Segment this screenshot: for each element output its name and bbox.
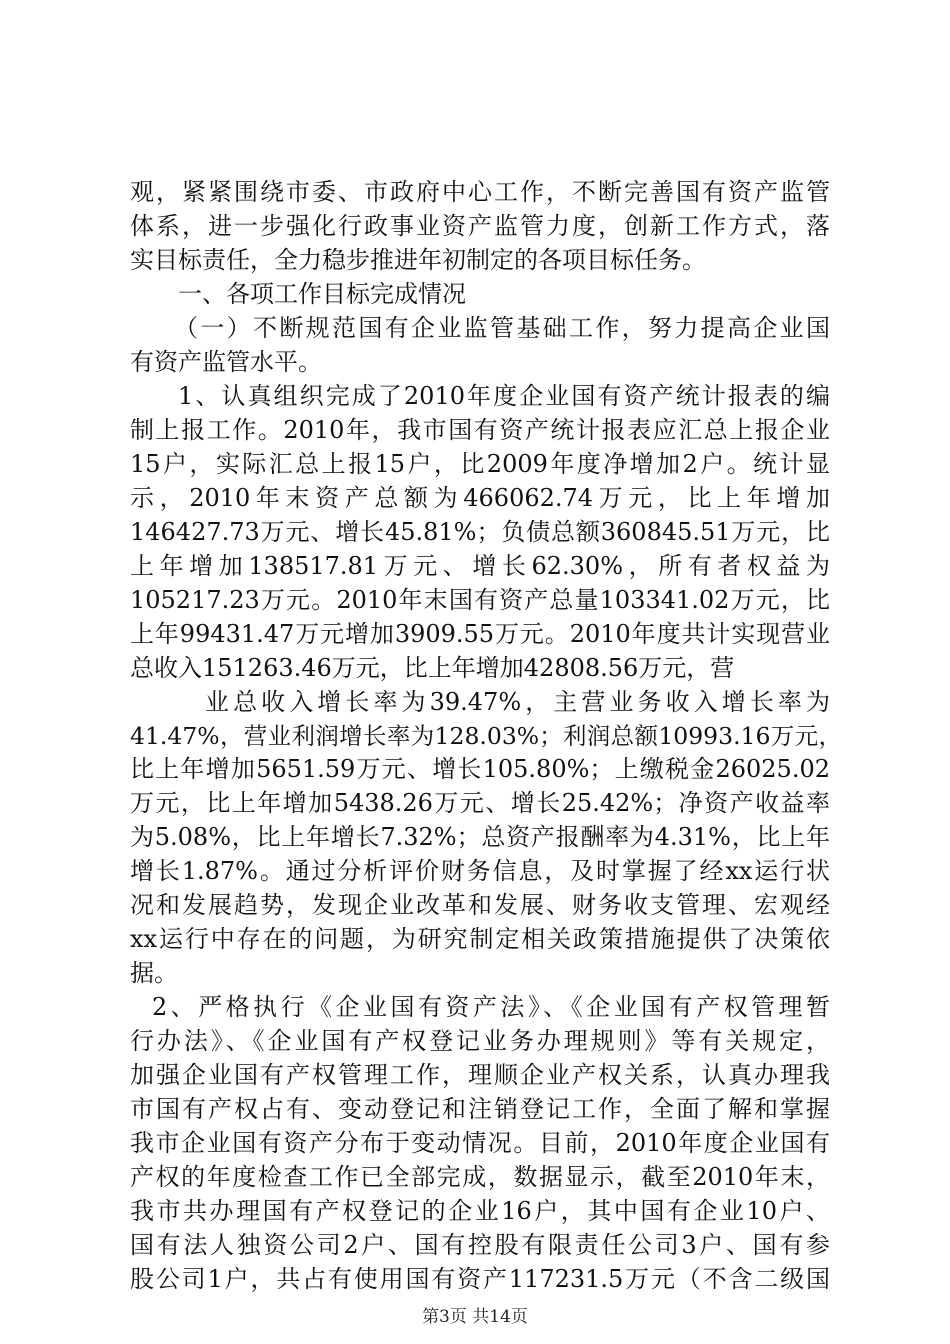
body-text-line: 示，2010年末资产总额为466062.74万元，比上年增加 <box>130 484 830 512</box>
body-text-line: 总收入151263.46万元，比上年增加42808.56万元，营 <box>130 654 735 682</box>
body-text-line: 加强企业国有产权管理工作，理顺企业产权关系，认真办理我 <box>130 1061 830 1089</box>
body-text-line: 万元，比上年增加5438.26万元、增长25.42%；净资产收益率 <box>130 789 830 817</box>
body-text-line: 实目标责任，全力稳步推进年初制定的各项目标任务。 <box>130 246 706 274</box>
body-text-line: 2、严格执行《企业国有资产法》、《企业国有产权管理暂 <box>152 993 830 1021</box>
section-heading: 一、各项工作目标完成情况 <box>178 280 466 308</box>
body-text-line: 上年增加138517.81万元、增长62.30%，所有者权益为 <box>130 552 830 580</box>
body-text-line: 增长1.87%。通过分析评价财务信息，及时掌握了经xx运行状 <box>130 857 830 885</box>
body-text-line: 体系，进一步强化行政事业资产监管力度，创新工作方式，落 <box>130 212 830 240</box>
body-text-line: xx运行中存在的问题，为研究制定相关政策措施提供了决策依 <box>130 925 830 953</box>
subsection-heading-continued: 有资产监管水平。 <box>130 348 322 376</box>
body-text-line: 1、认真组织完成了2010年度企业国有资产统计报表的编 <box>178 382 830 410</box>
body-text-line: 国有法人独资公司2户、国有控股有限责任公司3户、国有参 <box>130 1231 830 1259</box>
body-text-line: 15户，实际汇总上报15户，比2009年度净增加2户。统计显 <box>130 450 830 478</box>
body-text-line: 股公司1户，共占有使用国有资产117231.5万元（不含二级国 <box>130 1265 830 1293</box>
body-text-line: 我市企业国有资产分布于变动情况。目前，2010年度企业国有 <box>130 1129 830 1157</box>
body-text-line: 146427.73万元、增长45.81%；负债总额360845.51万元，比 <box>130 518 830 546</box>
body-text-line: 上年99431.47万元增加3909.55万元。2010年度共计实现营业 <box>130 620 830 648</box>
body-text-line: 况和发展趋势，发现企业改革和发展、财务收支管理、宏观经 <box>130 891 830 919</box>
page-footer: 第3页 共14页 <box>422 1307 528 1327</box>
body-text-line: 比上年增加5651.59万元、增长105.80%；上缴税金26025.02 <box>130 755 830 783</box>
body-text-line: 为5.08%，比上年增长7.32%；总资产报酬率为4.31%，比上年 <box>130 823 830 851</box>
subsection-heading: （一）不断规范国有企业监管基础工作，努力提高企业国 <box>174 314 830 342</box>
body-text-line: 据。 <box>130 959 178 987</box>
body-text-line: 行办法》、《企业国有产权登记业务办理规则》等有关规定， <box>130 1027 830 1055</box>
body-text-line: 业总收入增长率为39.47%，主营业务收入增长率为 <box>205 688 830 716</box>
body-text-line: 制上报工作。2010年，我市国有资产统计报表应汇总上报企业 <box>130 416 830 444</box>
body-text-line: 观，紧紧围绕市委、市政府中心工作，不断完善国有资产监管 <box>130 178 830 206</box>
body-text-line: 41.47%，营业利润增长率为128.03%；利润总额10993.16万元， <box>130 722 842 750</box>
body-text-line: 市国有产权占有、变动登记和注销登记工作，全面了解和掌握 <box>130 1095 830 1123</box>
body-text-line: 105217.23万元。2010年末国有资产总量103341.02万元，比 <box>130 586 830 614</box>
body-text-line: 我市共办理国有产权登记的企业16户，其中国有企业10户、 <box>130 1197 830 1225</box>
body-text-line: 产权的年度检查工作已全部完成，数据显示，截至2010年末， <box>130 1163 830 1191</box>
